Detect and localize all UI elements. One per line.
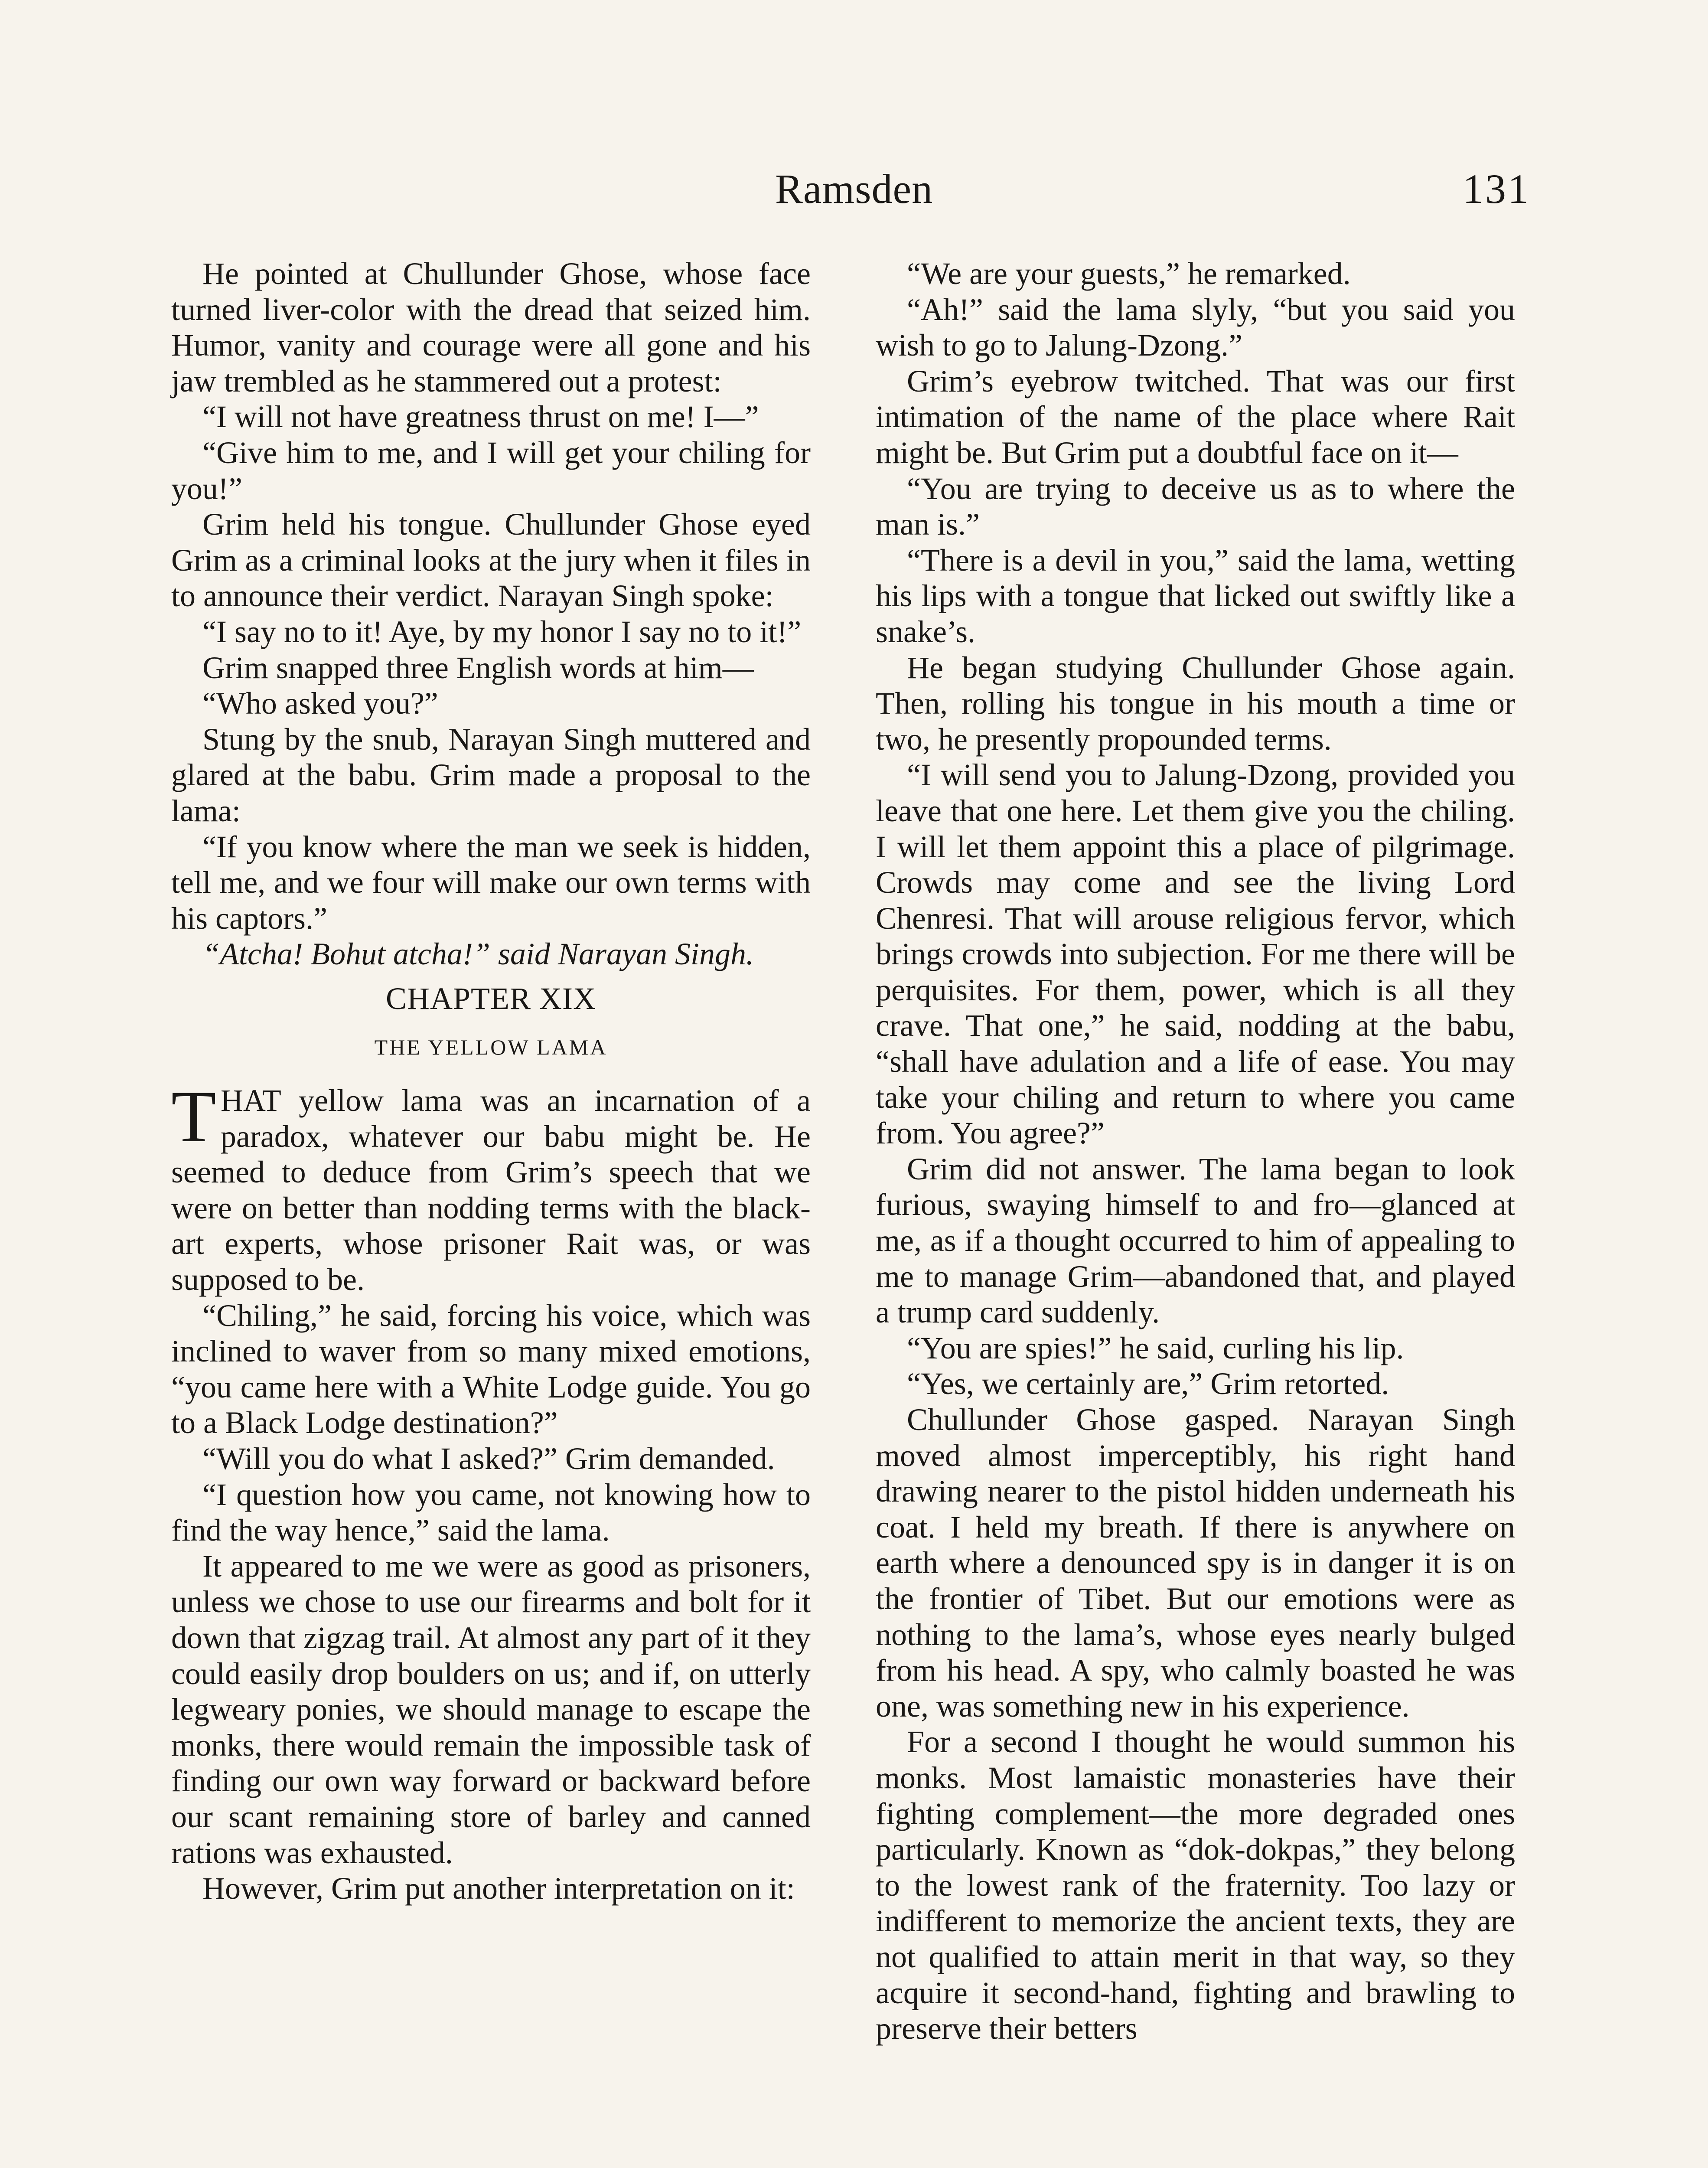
paragraph: Grim held his tongue. Chullunder Ghose eyed Grim as a criminal looks at the jury when it files in to announce their verdict. Narayan Singh spoke:	[171, 507, 811, 614]
chapter-subtitle: THE YELLOW LAMA	[374, 1035, 608, 1060]
paragraph: Grim snapped three English words at him—	[202, 650, 754, 685]
paragraph: “I question how you came, not knowing how to find the way hence,” said the lama.	[171, 1477, 811, 1548]
chapter-opening-paragraph	[171, 1076, 811, 1298]
paragraph: Chullunder Ghose gasped. Narayan Singh moved almost imperceptibly, his right hand drawing nearer to the pistol hidden underneath his coat. I held my breath. If there is anywhere on earth where a denounced spy is in danger it is on the frontier of Tibet. But our emotions were as nothing to the lama’s, whose eyes nearly bulged from his head. A spy, who calmly boasted he was one, was something new in his experience.	[876, 1402, 1515, 1724]
paragraph: “Atcha! Bohut atcha!” said Narayan Singh.	[202, 937, 754, 972]
chapter-heading: CHAPTER XIX	[385, 981, 596, 1016]
paragraph: However, Grim put another interpretation on it:	[202, 1871, 795, 1906]
paragraph: “Ah!” said the lama slyly, “but you said you wish to go to Jalung-Dzong.”	[876, 292, 1515, 363]
paragraph: Grim’s eyebrow twitched. That was our first intimation of the name of the place where Rait might be. But Grim put a doubtful face on it—	[876, 363, 1515, 470]
paragraph: “Who asked you?”	[202, 686, 438, 721]
paragraph: He began studying Chullunder Ghose again. Then, rolling his tongue in his mouth a time or two, he presently propounded terms.	[876, 650, 1515, 757]
paragraph: “Give him to me, and I will get your chiling for you!”	[171, 435, 811, 506]
paragraph: “If you know where the man we seek is hidden, tell me, and we four will make our own terms with his captors.”	[171, 829, 811, 936]
paragraph: He pointed at Chullunder Ghose, whose face turned liver-color with the dread that seized him. Humor, vanity and courage were all gone and his jaw trembled as he stammered out a protest:	[171, 256, 811, 398]
paragraph: Grim did not answer. The lama began to look furious, swaying himself to and fro—glanced at me, as if a thought occurred to him of appealing to me to manage Grim—abandoned that, and played a trump card suddenly.	[876, 1151, 1515, 1330]
drop-cap: T	[171, 1076, 216, 1158]
paragraph: “I will send you to Jalung-Dzong, provided you leave that one here. Let them give you the chiling. I will let them appoint this a place of pilgrimage. Crowds may come and see the living Lord Chenresi. That will arouse religious fervor, which brings crowds into subjection. For me there will be perquisites. For them, power, which is all they crave. That one,” he said, nodding at the babu, “shall have adulation and a life of ease. You may take your chiling and return to where you came from. You agree?”	[876, 757, 1515, 1151]
page-number: 131	[1463, 166, 1530, 212]
paragraph: “Chiling,” he said, forcing his voice, which was inclined to waver from so many mixed emotions, “you came here with a White Lodge guide. You go to a Black Lodge destination?”	[171, 1298, 811, 1440]
paragraph: “I say no to it! Aye, by my honor I say no to it!”	[202, 614, 802, 649]
paragraph: “You are trying to deceive us as to where the man is.”	[876, 471, 1515, 542]
paragraph: It appeared to me we were as good as prisoners, unless we chose to use our firearms and bolt for it down that zigzag trail. At almost any part of it they could easily drop boulders on us; and if, on utterly legweary ponies, we should manage to escape the monks, there would remain the impossible task of finding our own way forward or backward before our scant remaining store of barley and canned rations was exhausted.	[171, 1548, 811, 1870]
paragraph: “We are your guests,” he remarked.	[907, 256, 1351, 291]
running-title: Ramsden	[775, 166, 933, 212]
left-column	[171, 256, 811, 1907]
paragraph: “I will not have greatness thrust on me! I—”	[202, 399, 759, 434]
paragraph: Stung by the snub, Narayan Singh muttered and glared at the babu. Grim made a proposal to the lama:	[171, 722, 811, 828]
paragraph: “Yes, we certainly are,” Grim retorted.	[907, 1366, 1389, 1401]
right-column	[876, 256, 1515, 2047]
paragraph: For a second I thought he would summon his monks. Most lamaistic monasteries have their fighting complement—the more degraded ones particularly. Known as “dok-dokpas,” they belong to the lowest rank of the fraternity. Too lazy or indifferent to memorize the ancient texts, they are not qualified to attain merit in that way, so they acquire it second-hand, fighting and brawling to preserve their betters	[876, 1724, 1515, 2046]
paragraph: “There is a devil in you,” said the lama, wetting his lips with a tongue that licked out swiftly like a snake’s.	[876, 542, 1515, 649]
chapter-opening-text: HAT yellow lama was an incarnation of a paradox, whatever our babu might be. He seemed to deduce from Grim’s speech that we were on better than nodding terms with the black-art experts, whose prisoner Rait was, or was supposed to be.	[171, 1083, 811, 1297]
paragraph: “You are spies!” he said, curling his lip.	[907, 1330, 1404, 1365]
paragraph: “Will you do what I asked?” Grim demanded.	[202, 1441, 775, 1476]
